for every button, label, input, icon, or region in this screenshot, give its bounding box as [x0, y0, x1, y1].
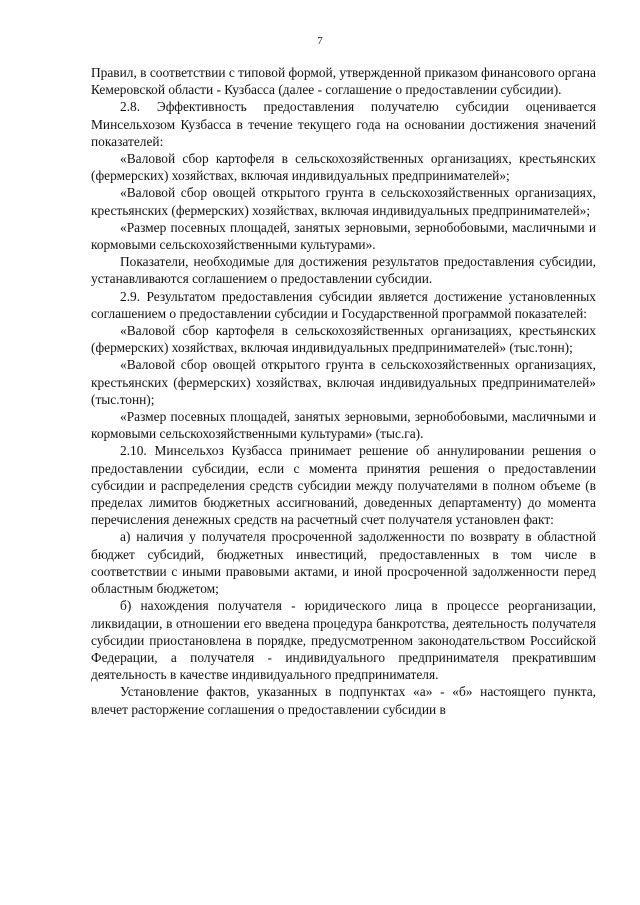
paragraph-2-10: 2.10. Минсельхоз Кузбасса принимает решение об аннулировании решения о предоставлении субсидии, если с момента принятия решения о предоставлении субсидии и распределения средств субсидии между получателями в полном объеме (в пределах лимитов бюджетных ассигнований, доведенных департаменту) до момента перечисления денежных средств на расчетный счет получателя установлен факт: — [91, 443, 596, 528]
subparagraph-b: б) нахождения получателя - юридического лица в процессе реорганизации, ликвидации, в отношении его введена процедура банкротства, деятельность получателя субсидии приостановлена в порядке, предусмотренном законодательством Российской Федерации, а получателя - индивидуального предпринимателя прекратившим деятельность в качестве индивидуального предпринимателя. — [91, 598, 596, 683]
document-body — [91, 64, 596, 718]
indicator-potato-harvest: «Валовой сбор картофеля в сельскохозяйственных организациях, крестьянских (фермерских) хозяйствах, включая индивидуальных предпринимателей»; — [91, 151, 596, 184]
result-potato-harvest: «Валовой сбор картофеля в сельскохозяйственных организациях, крестьянских (фермерских) хозяйствах, включая индивидуальных предпринимателей» (тыс.тонн); — [91, 323, 596, 356]
indicator-sown-area: «Размер посевных площадей, занятых зерновыми, зернобобовыми, масличными и кормовыми сельскохозяйственными культурами». — [91, 219, 596, 253]
page-number: 7 — [317, 35, 323, 47]
indicator-vegetable-harvest: «Валовой сбор овощей открытого грунта в сельскохозяйственных организациях, крестьянских (фермерских) хозяйствах, включая индивидуальных предпринимателей»; — [91, 185, 596, 218]
paragraph-2-9: 2.9. Результатом предоставления субсидии является достижение установленных соглашением о предоставлении субсидии и Государственной программой показателей: — [91, 288, 596, 321]
paragraph-termination: Установление фактов, указанных в подпунктах «а» - «б» настоящего пункта, влечет расторжение соглашения о предоставлении субсидии в — [91, 684, 596, 717]
paragraph-indicators-agreement: Показатели, необходимые для достижения результатов предоставления субсидии, устанавливаются соглашением о предоставлении субсидии. — [91, 254, 596, 287]
paragraph-rules-continuation: Правил, в соответствии с типовой формой, утвержденной приказом финансового органа Кемеровской области - Кузбасса (далее - соглашение о предоставлении субсидии). — [91, 65, 596, 98]
result-vegetable-harvest: «Валовой сбор овощей открытого грунта в сельскохозяйственных организациях, крестьянских (фермерских) хозяйствах, включая индивидуальных предпринимателей» (тыс.тонн); — [91, 357, 596, 407]
paragraph-2-8: 2.8. Эффективность предоставления получателю субсидии оценивается Минсельхозом Кузбасса в течение текущего года на основании достижения значений показателей: — [91, 99, 596, 149]
result-sown-area: «Размер посевных площадей, занятых зерновыми, зернобобовыми, масличными и кормовыми сельскохозяйственными культурами» (тыс.га). — [91, 409, 596, 442]
subparagraph-a: а) наличия у получателя просроченной задолженности по возврату в областной бюджет субсидий, бюджетных инвестиций, предоставленных в том числе в соответствии с иными правовыми актами, и иной просроченной задолженности перед областным бюджетом; — [91, 529, 596, 597]
